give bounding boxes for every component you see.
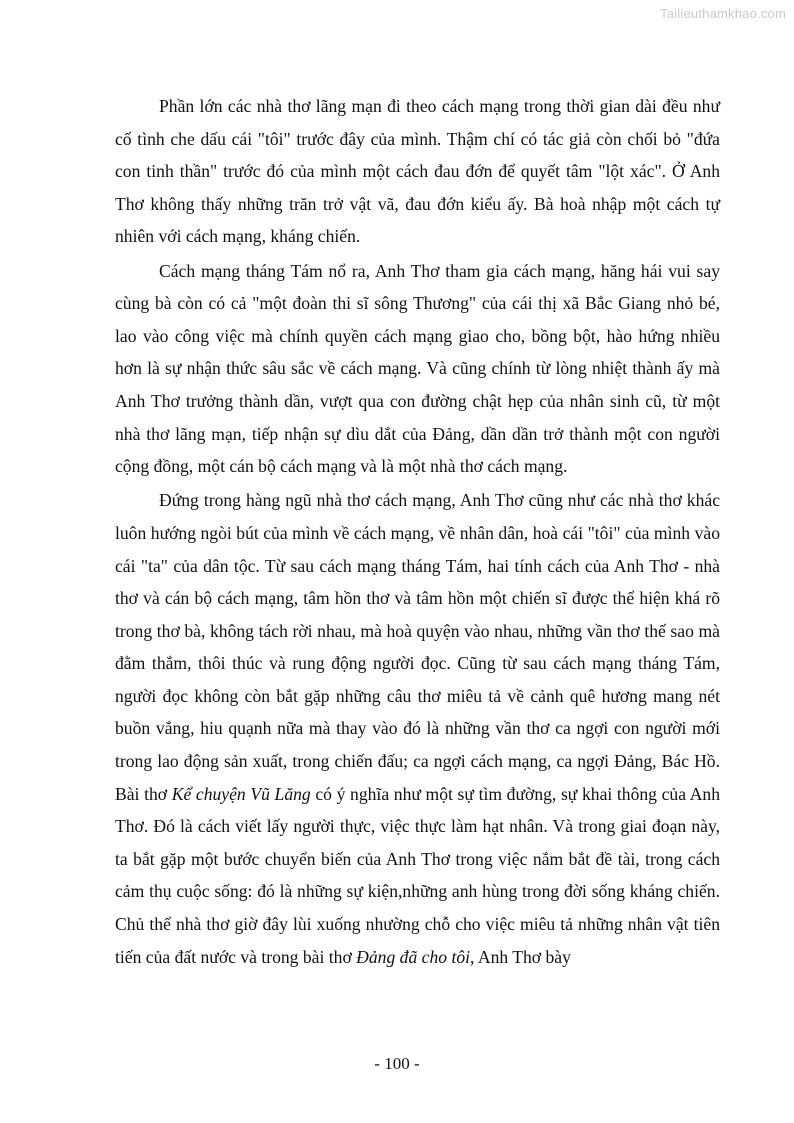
paragraph-text: Cách mạng tháng Tám nổ ra, Anh Thơ tham gia cách mạng, hăng hái vui say cùng bà còn có cả "một đoàn thi sĩ sông Thương" của cái thị xã Bắc Giang nhỏ bé, lao vào công việc mà chính quyền cách mạng giao cho, bồng bột, hào hứng nhiều hơn là sự nhận thức sâu sắc về cách mạng. Và cũng chính từ lòng nhiệt thành ấy mà Anh Thơ trưởng thành dần, vượt qua con đường chật hẹp của nhân sinh cũ, từ một nhà thơ lãng mạn, tiếp nhận sự dìu dắt của Đảng, dần dần trở thành một con người cộng đồng, một cán bộ cách mạng và là một nhà thơ cách mạng. xyxy=(115,260,720,477)
italic-title: Kể chuyện Vũ Lăng xyxy=(171,783,311,804)
paragraph-text: Đứng trong hàng ngũ nhà thơ cách mạng, Anh Thơ cũng như các nhà thơ khác luôn hướng ngòi bút của mình về cách mạng, về nhân dân, hoà cái "tôi" của mình vào cái "ta" của dân tộc. Từ sau cách mạng tháng Tám, hai tính cách của Anh Thơ - nhà thơ và cán bộ cách mạng, tâm hồn thơ và tâm hồn một chiến sĩ được thể hiện khá rõ trong thơ bà, không tách rời nhau, mà hoà quyện vào nhau, những vần thơ thế sao mà đằm thắm, thôi thúc và rung động người đọc. Cũng từ sau cách mạng tháng Tám, người đọc không còn bắt gặp những câu thơ miêu tả về cảnh quê hương mang nét buồn vắng, hiu quạnh nữa mà thay vào đó là những vần thơ ca ngợi con người mới trong lao động sản xuất, trong chiến đấu; ca ngợi cách mạng, ca ngợi Đảng, Bác Hồ. Bài thơ xyxy=(115,490,720,804)
document-body xyxy=(115,90,720,975)
italic-title: Đảng đã cho tôi xyxy=(356,946,471,967)
page-number: - 100 - xyxy=(374,1054,420,1073)
watermark: Tailieuthamkhao.com xyxy=(660,6,786,21)
paragraph-text: có ý nghĩa như một sự tìm đường, sự khai thông của Anh Thơ. Đó là cách viết lấy người thực, việc thực làm hạt nhân. Và trong giai đoạn này, ta bắt gặp một bước chuyển biến của Anh Thơ trong việc nắm bắt đề tài, trong cách cảm thụ cuộc sống: đó là những sự kiện,những anh hùng trong đời sống kháng chiến. Chủ thể nhà thơ giờ đây lùi xuống nhường chỗ cho việc miêu tả những nhân vật tiên tiến của đất nước và trong bài thơ xyxy=(115,783,721,967)
paragraph xyxy=(115,484,720,973)
paragraph-text: Phần lớn các nhà thơ lãng mạn đi theo cách mạng trong thời gian dài đều như cố tình che dấu cái "tôi" trước đây của mình. Thậm chí có tác giả còn chối bỏ "đứa con tinh thần" trước đó của mình một cách đau đớn để quyết tâm "lột xác". Ở Anh Thơ không thấy những trăn trở vật vã, đau đớn kiểu ấy. Bà hoà nhập một cách tự nhiên với cách mạng, kháng chiến. xyxy=(115,96,720,247)
paragraph xyxy=(115,90,720,253)
paragraph xyxy=(115,255,720,483)
paragraph-text: , Anh Thơ bày xyxy=(470,946,571,967)
